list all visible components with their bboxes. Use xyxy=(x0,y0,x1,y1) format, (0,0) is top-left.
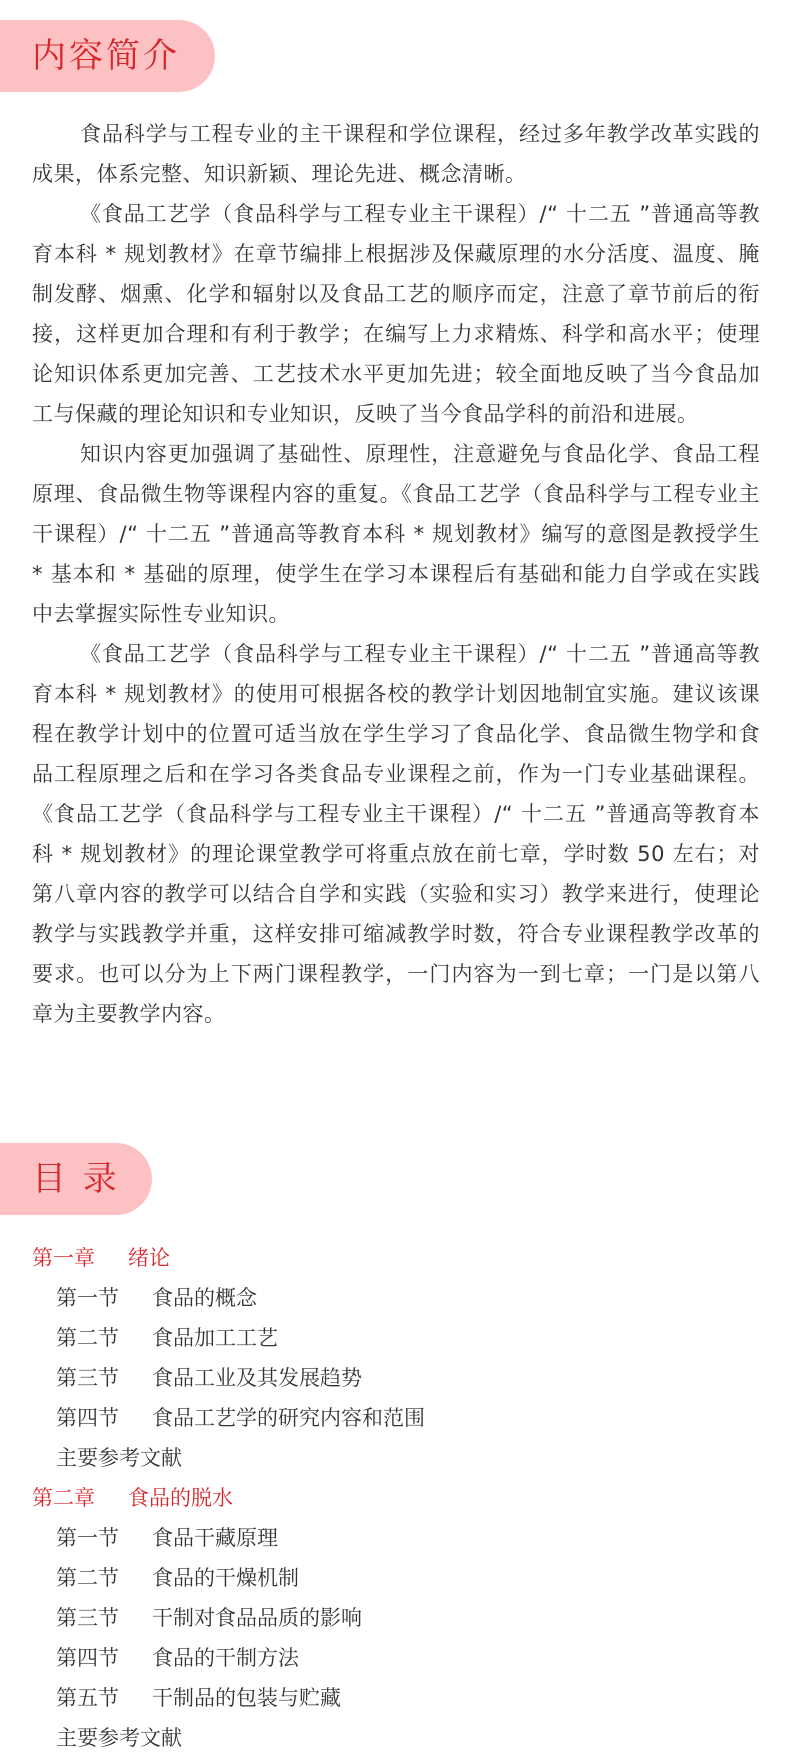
toc-chapter-number: 第一章 xyxy=(32,1246,95,1270)
toc-item[interactable] xyxy=(32,1598,760,1638)
toc-item[interactable] xyxy=(32,1678,760,1718)
toc-chapter[interactable] xyxy=(32,1238,760,1278)
toc-item-references[interactable] xyxy=(32,1718,760,1758)
toc-item[interactable] xyxy=(32,1518,760,1558)
toc-item-number: 第三节 xyxy=(56,1366,119,1390)
toc-item-number: 第二节 xyxy=(56,1566,119,1590)
toc-item-title: 食品的干燥机制 xyxy=(152,1566,299,1590)
toc-chapter-title: 食品的脱水 xyxy=(128,1486,233,1510)
toc-item-title: 食品干藏原理 xyxy=(152,1526,278,1550)
toc-item-number: 第二节 xyxy=(56,1326,119,1350)
toc-item-number: 第三节 xyxy=(56,1606,119,1630)
toc-item-title: 食品工艺学的研究内容和范围 xyxy=(152,1406,425,1430)
toc-chapter[interactable] xyxy=(32,1478,760,1518)
toc-item[interactable] xyxy=(32,1278,760,1318)
toc-item-references[interactable] xyxy=(32,1438,760,1478)
toc-item-title: 食品的概念 xyxy=(152,1286,257,1310)
toc-item[interactable] xyxy=(32,1558,760,1598)
intro-paragraph: 知识内容更加强调了基础性、原理性，注意避免与食品化学、食品工程原理、食品微生物等课程内容的重复。《食品工艺学（食品科学与工程专业主干课程）/“ 十二五 ”普通高等教育本科 * 规划教材》编写的意图是教授学生 * 基本和 * 基础的原理，使学生在学习本课程后有基础和能力自学或在实践中去掌握实际性专业知识。 xyxy=(32,442,760,626)
toc-item-number: 第四节 xyxy=(56,1646,119,1670)
toc-item-title: 食品工业及其发展趋势 xyxy=(152,1366,362,1390)
toc-section-header xyxy=(0,1143,152,1215)
toc-section-title: 目 录 xyxy=(32,1159,120,1199)
toc-item[interactable] xyxy=(32,1398,760,1438)
toc-item-number: 第一节 xyxy=(56,1286,119,1310)
toc-item[interactable] xyxy=(32,1318,760,1358)
toc-chapter-number: 第二章 xyxy=(32,1486,95,1510)
toc-item-title: 食品的干制方法 xyxy=(152,1646,299,1670)
intro-paragraph: 《食品工艺学（食品科学与工程专业主干课程）/“ 十二五 ”普通高等教育本科 * 规划教材》在章节编排上根据涉及保藏原理的水分活度、温度、腌制发酵、烟熏、化学和辐射以及食品工艺的顺序而定，注意了章节前后的衔接，这样更加合理和有利于教学；在编写上力求精炼、科学和高水平；使理论知识体系更加完善、工艺技术水平更加先进；较全面地反映了当今食品加工与保藏的理论知识和专业知识，反映了当今食品学科的前沿和进展。 xyxy=(32,202,760,426)
intro-paragraph: 食品科学与工程专业的主干课程和学位课程，经过多年教学改革实践的成果，体系完整、知识新颖、理论先进、概念清晰。 xyxy=(32,122,760,186)
table-of-contents xyxy=(32,1238,760,1758)
toc-item-title: 主要参考文献 xyxy=(56,1446,182,1470)
toc-item-number: 第四节 xyxy=(56,1406,119,1430)
intro-paragraph: 《食品工艺学（食品科学与工程专业主干课程）/“ 十二五 ”普通高等教育本科 * 规划教材》的使用可根据各校的教学计划因地制宜实施。建议该课程在教学计划中的位置可适当放在学生学习了食品化学、食品微生物学和食品工程原理之后和在学习各类食品专业课程之前，作为一门专业基础课程。《食品工艺学（食品科学与工程专业主干课程）/“ 十二五 ”普通高等教育本科 * 规划教材》的理论课堂教学可将重点放在前七章，学时数 50 左右；对第八章内容的教学可以结合自学和实践（实验和实习）教学来进行，使理论教学与实践教学并重，这样安排可缩减教学时数，符合专业课程教学改革的要求。也可以分为上下两门课程教学，一门内容为一到七章；一门是以第八章为主要教学内容。 xyxy=(32,642,760,1026)
toc-item-title: 干制对食品品质的影响 xyxy=(152,1606,362,1630)
intro-section-title: 内容简介 xyxy=(32,36,180,76)
intro-body xyxy=(32,114,760,1034)
toc-item-title: 食品加工工艺 xyxy=(152,1326,278,1350)
toc-item-title: 主要参考文献 xyxy=(56,1726,182,1750)
toc-item[interactable] xyxy=(32,1638,760,1678)
toc-item-number: 第五节 xyxy=(56,1686,119,1710)
toc-chapter-title: 绪论 xyxy=(128,1246,170,1270)
toc-item[interactable] xyxy=(32,1358,760,1398)
toc-item-title: 干制品的包装与贮藏 xyxy=(152,1686,341,1710)
toc-item-number: 第一节 xyxy=(56,1526,119,1550)
intro-section-header xyxy=(0,20,215,92)
